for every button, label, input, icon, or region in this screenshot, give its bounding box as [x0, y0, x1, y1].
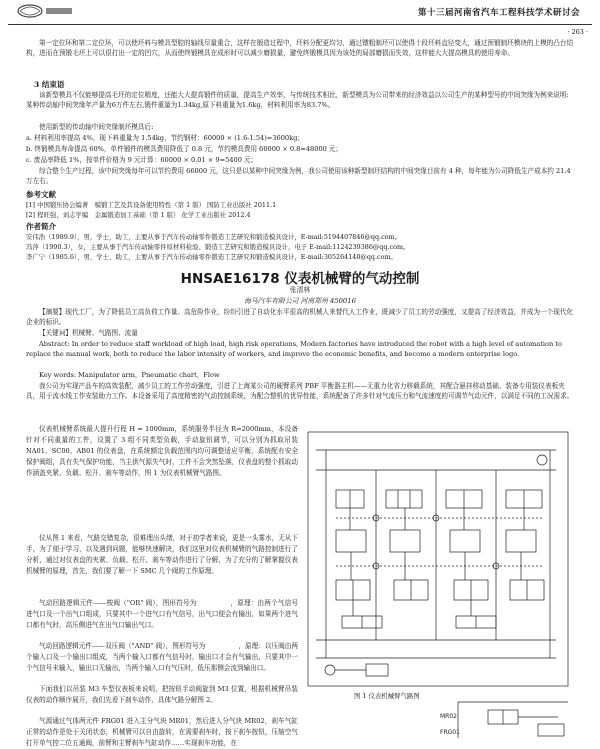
abstract-cn: 【摘要】现代工厂，为了降低员工高负荷工作量、高危险作业，纷纷引进了自动化水平很高的机械人来替代人工作业，既减少了员工的劳动强度，又提高了经济效益，并成为一个现代化企业的标识。	[26, 308, 574, 326]
author-bio-3: 李广宁（1985.6），男，学士，助工，主要从事于汽车传动轴零件锻造工艺研究和锻造模具设计，E-mail:305264140@qq.com。	[26, 253, 397, 261]
page-number: · 263 ·	[567, 28, 588, 36]
author-bio-1: 安伟浩（1989.9），男，学士，助工，主要从事于汽车传动轴零件锻造工艺研究和锻造模具设计，E-mail:5194407846@qq.com。	[26, 233, 401, 241]
pneumatic-subcircuit-diagram	[438, 698, 580, 738]
paragraph-or-valve: 气动回路逻辑元件——梭阀（"OR" 阀），图形符号为 ，原理：由两个气信号进气口及一个出气口组成，只要其中一个进气口有气信号，出气口便会有输出，如果两个进气口都有气时，高压侧进气在出气口输出气口。	[26, 599, 298, 629]
paragraph-analysis: 仪从图 1 来看，气路交错复杂，很难理出头绪，对于初学者来说，更是一头雾水，无从下手，为了便于学习，以及遇到问题，能够快速解决，我们这里对仪表机械臂的气路控制进行了分析，通过对仪表盘的夹紧、负载、松开、刹车等动作进行了分解，为了充分的了解掌握仪表机械臂的原理，首先，我们要了解一下 SMC 几个阀的工作原理。	[26, 534, 298, 575]
paragraph-m3: 下面我们以吊装 M3 车型仪表板来说明，把按钮手动阀旋到 M3 位置，根据机械臂吊装仪表的动作顺序展开，我们先看下刹车动作、具体气路分解图 2。	[26, 685, 298, 704]
abstract-en: Abstract: In order to reduce staff workload of high load, high risk operations, Modern factories have introduced the robot with a high level of automation to replace the manual work, both to reduce the labor intensity of workers, and improve the economic benefits, and become a modern enterprise logo.	[26, 340, 562, 358]
reference-2: [2] 程旺强，刘志学编 金属锻造加工基础（第 1 版） 化学工业出版社 2012.4	[26, 211, 251, 219]
section-heading-conclusion: 3 结束语	[34, 80, 65, 89]
list-item-a: a. 材料利用率提高 4%，现下料重量为 1.54kg，节约钢材：60000 × (1.6-1.54)=3600kg；	[26, 134, 304, 142]
intro-paragraph: 我公司为实现产品车的高效装配，减少员工的工作劳动强度，引进了上海某公司的硬臂系列 PBF 平衡器主机——无重力化省力移载系统，其配合悬挂移动基础、装备专用装仪表板夹具，用于流水线工作安装助力工作。本设备采用了高度精密的气动控制系统，为配合整机的优异性能，系统配备了许多针对气流压力和气流速度的可调节气动元件，以满足不同的工况需求。	[26, 382, 574, 400]
list-item-b: b. 终锻模具寿命提高 60%，单件锻件的模具费用降低了 0.8 元，节约模具费用 60000 × 0.8=48000 元；	[26, 145, 343, 153]
mr02-tag: MR02	[440, 713, 457, 720]
prev-paragraph-2: 该新型模具不仅能够提高毛坯的定位精度，还能大大提高锻件的质量，提高生产效率，与传统技术相比，新型模具为公司带来的经济效益以公司生产的某种型号的中间突缘为例来说明: 某种传动轴中间突缘年产量为6万件左右,锻件重量为1.34kg,原下料重量为1.6kg，材料利用率为83.7%。	[26, 91, 569, 109]
references-heading: 参考文献	[26, 190, 56, 199]
author-bio-2: 冯萍（1990.3），女，主要从事于汽车传动轴零件原材料检验、锻造工艺研究和锻造模具设计，电子 E-mail:1124239386@qq.com。	[26, 243, 410, 251]
paragraph-frg: 气源通过气体两元件 FRG01 进入主分气块 MR01，然后进入分气块 MR02，刹车气缸正常的动作是处于关闭状态，机械臂可以自由旋转，在需要刹车时，按下刹车按钮，压缩空气打开单气控二位五通阀，前臂和主臂刹车气缸动作……实现刹车功能，在	[26, 717, 298, 747]
author-intro-heading: 作者简介	[26, 222, 56, 231]
frg01-tag: FRG01	[440, 729, 460, 736]
reference-1: [1] 中国锻压协会编著 模锻工艺及其设备使用特性（第 1 版） 国防工业出版社 2011.1	[26, 201, 277, 209]
pneumatic-circuit-diagram	[306, 430, 570, 690]
article-author: 张清林	[289, 286, 311, 294]
prev-paragraph-1: 第一定位环和第二定位环，可以使坯料与模具型腔的轴线尽量重合，这样在锻造过程中，坯料分配更均匀，通过镦粗制坯可以使得十段坯料直径变大，通过预锻制坯模块的上模的凸台结构，进而在预锻毛坯上可以很打出一定的凹穴，从而使终锻模具在成形时可以减少磨损量，避免终锻模具因为该处的局部磨损而失效，这样能大大提高模具的使用寿命。	[26, 39, 574, 57]
keywords-en: Key words: Manipulator arm，Pneumatic chart，Flow	[39, 371, 220, 379]
paragraph-system-specs: 仪表机械臂系统最大提升行程 H = 1000mm，系统服务半径为 R=2000mm，本设备针对不同重量的工件，设置了 3 组不同类型负载，手动旋钮调节，可以分别为抓取吊装 NA01、SC00、AB01 的仪表盘，在系统额定负载范围内均可调整适应平衡，系统配有安全保护阀组，具有失气保护功能，当主供气源失气时，工件不会突然坠落，仪表盘的整个抓取动作涵盖夹紧、负载、松开、刹车等动作，图 1 为仪表机械臂气路图。	[26, 425, 298, 477]
keywords-cn: 【关键词】机械臂、气路图、流量	[39, 329, 138, 337]
figure-1-caption: 图 1 仪表机械臂气路图	[354, 692, 420, 700]
prev-paragraph-3: 使用新型的传动轴中间突缘制坯模具后:	[39, 123, 154, 131]
list-item-c: c. 废品率降低 1%，按单件价格为 9 元计算：60000 × 0.01 × 9=5400 元；	[26, 156, 258, 164]
article-affiliation: 海马汽车有限公司 河南郑州 450016	[244, 297, 356, 305]
paragraph-and-valve: 气动回路逻辑元件——双压阀（"AND" 阀），图形符号为 ，原理：以压阀由两个输入口及一个输出口组成，当两个输入口都有气信号时，输出口才会有气输出，只要其中一个气信号未输入，输出口无输出，当两个输入口有气压时，低压那侧会流到输出口。	[26, 642, 298, 672]
article-title: HNSAE16178 仪表机械臂的气动控制	[180, 271, 420, 287]
conference-logo-icon	[16, 3, 76, 19]
page-header	[8, 0, 592, 25]
prev-paragraph-4: 综合整个生产过程，该中间突缘每年可以节约费用 66000 元，这只是以某种中间突缘为例，我公司使用该种新型制坯结构的中间突缘目前有 4 种，每年能为公司降低生产成本约 21.4 万左右。	[26, 167, 571, 185]
conference-title: 第十三届河南省汽车工程科技学术研讨会	[417, 8, 580, 18]
